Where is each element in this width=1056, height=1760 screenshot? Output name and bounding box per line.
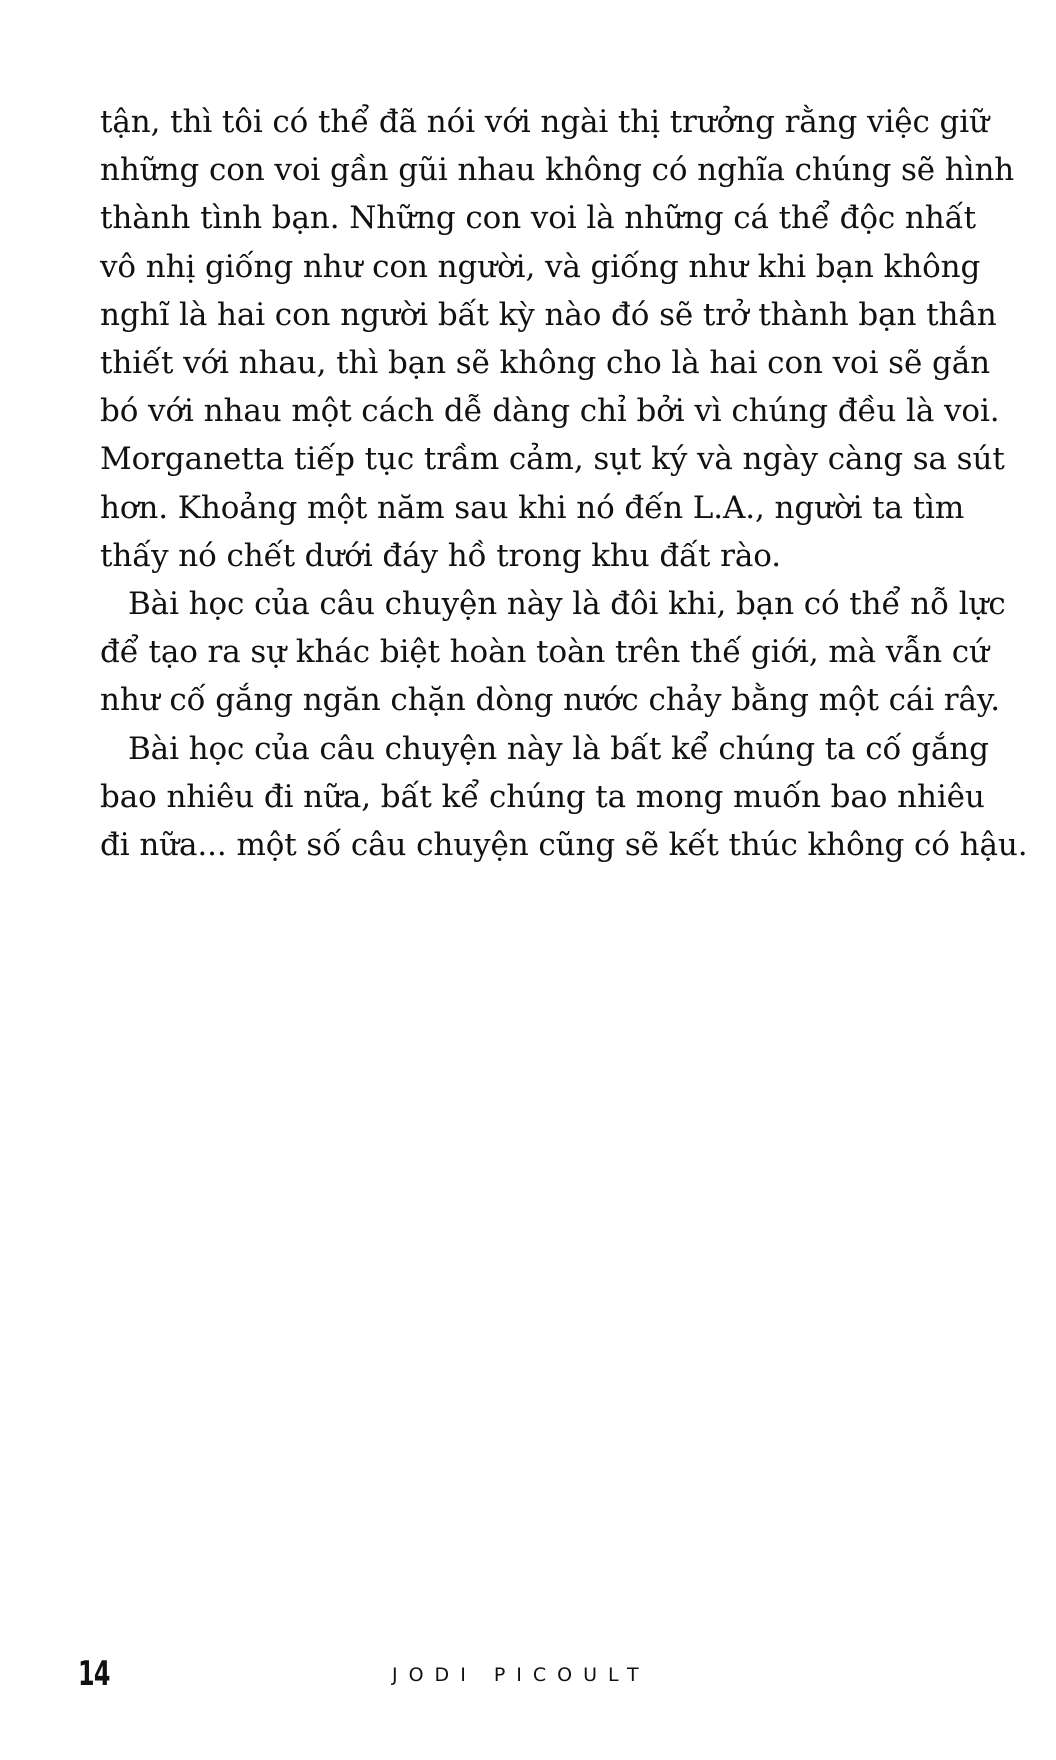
text-line: nghĩ là hai con người bất kỳ nào đó sẽ trở thành bạn thân	[100, 296, 997, 333]
text-line: tận, thì tôi có thể đã nói với ngài thị trưởng rằng việc giữ	[100, 104, 989, 140]
running-footer-author: JODI PICOULT	[392, 1664, 650, 1686]
page-number: 14	[78, 1654, 110, 1694]
text-line: để tạo ra sự khác biệt hoàn toàn trên thế giới, mà vẫn cứ	[100, 634, 989, 671]
paragraph-1	[100, 98, 1015, 580]
text-line: những con voi gần gũi nhau không có nghĩa chúng sẽ hình	[100, 152, 1015, 189]
text-line: Bài học của câu chuyện này là đôi khi, bạn có thể nỗ lực	[128, 586, 1006, 623]
paragraph-2	[100, 580, 1006, 725]
text-line: hơn. Khoảng một năm sau khi nó đến L.A., người ta tìm	[100, 489, 965, 526]
text-line: bao nhiêu đi nữa, bất kể chúng ta mong muốn bao nhiêu	[100, 778, 985, 815]
body-text	[100, 98, 1028, 869]
text-line: bó với nhau một cách dễ dàng chỉ bởi vì chúng đều là voi.	[100, 393, 1000, 430]
text-line: thành tình bạn. Những con voi là những cá thể độc nhất	[100, 200, 976, 237]
text-line: Morganetta tiếp tục trầm cảm, sụt ký và ngày càng sa sút	[100, 441, 1005, 478]
text-line: thiết với nhau, thì bạn sẽ không cho là hai con voi sẽ gắn	[100, 345, 990, 382]
text-line: đi nữa... một số câu chuyện cũng sẽ kết thúc không có hậu.	[100, 827, 1028, 864]
text-line: vô nhị giống như con người, và giống như khi bạn không	[100, 248, 981, 285]
text-line: thấy nó chết dưới đáy hồ trong khu đất rào.	[100, 537, 782, 574]
text-line: Bài học của câu chuyện này là bất kể chúng ta cố gắng	[128, 730, 989, 767]
text-line: như cố gắng ngăn chặn dòng nước chảy bằng một cái rây.	[100, 682, 1000, 719]
paragraph-3	[100, 725, 1028, 870]
